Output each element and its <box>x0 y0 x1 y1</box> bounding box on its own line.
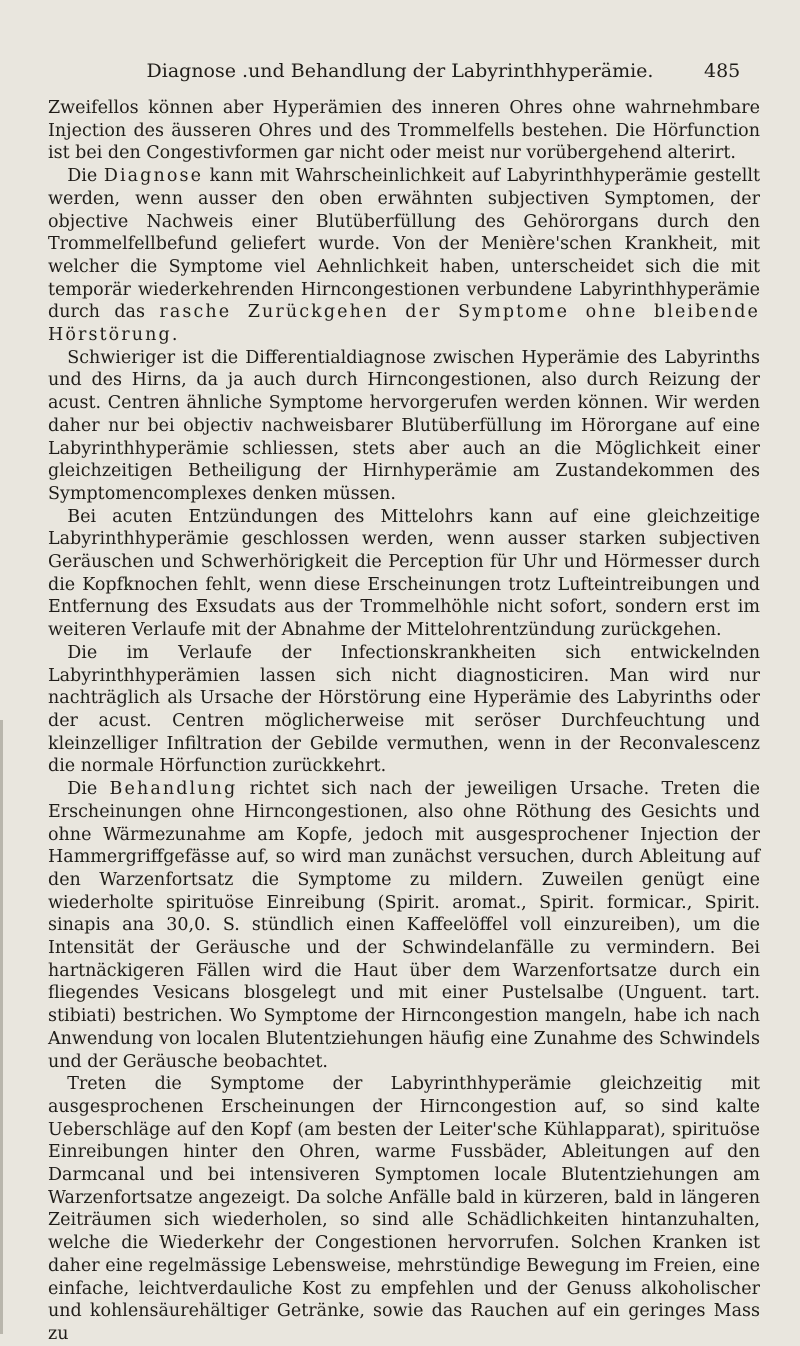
paragraph-1 <box>48 97 760 165</box>
paragraph-4 <box>48 506 760 642</box>
paragraph-7 <box>48 1073 760 1345</box>
running-head <box>0 50 800 90</box>
text-run: Die <box>67 779 110 800</box>
body-text <box>48 97 760 1346</box>
paragraph-5 <box>48 642 760 778</box>
paragraph-2-diagnose <box>48 165 760 347</box>
text-run: . <box>171 325 178 346</box>
text-run: Bei acuten Entzündungen des Mittelohrs kann auf eine gleichzeitige Labyrinthhyperämie geschlossen werden, wenn ausser starken subjectiven Geräuschen und Schwerhörigkeit die Perception für Uhr und Hörmesser durch die Kopfknochen fehlt, wenn diese Erscheinungen trotz Lufteintreibungen und Entfernung des Exsudats aus der Trommelhöhle nicht sofort, sondern erst im weiteren Verlaufe mit der Abnahme der Mittelohrentzündung zurückgehen. <box>48 506 760 641</box>
text-run: Schwieriger ist die Differentialdiagnose zwischen Hyperämie des Labyrinths und des Hirns, da ja auch durch Hirncongestionen, also durch Reizung der acust. Centren ähnliche Symptome hervorgerufen werden können. Wir werden daher nur bei objectiv nachweisbarer Blutüberfüllung im Hörorgane auf eine Labyrinthhyperämie schliessen, stets aber auch an die Möglichkeit einer gleichzeitigen Betheiligung der Hirnhyperämie am Zustandekommen des Symptomencomplexes denken müssen. <box>48 347 760 504</box>
running-title: Diagnose .und Behandlung der Labyrinthhyperämie. <box>146 60 654 82</box>
text-run: Treten die Symptome der Labyrinthhyperämie gleichzeitig mit ausgesprochenen Erscheinungen der Hirncongestion auf, so sind kalte Ueberschläge auf den Kopf (am besten der Leiter'sche Kühlapparat), spirituöse Einreibungen hinter den Ohren, warme Fussbäder, Ableitungen auf den Darmcanal und bei intensiveren Symptomen locale Blutentziehungen am Warzenfortsatze angezeigt. Da solche Anfälle bald in kürzeren, bald in längeren Zeiträumen sich wiederholen, so sind alle Schädlichkeiten hintanzuhalten, welche die Wiederkehr der Congestionen hervorrufen. Solchen Kranken ist daher eine regelmässige Lebensweise, mehrstündige Bewegung im Freien, eine einfache, leichtverdauliche Kost zu empfehlen und der Genuss alkoholischer und kohlensäurehältiger Getränke, sowie das Rauchen auf ein geringes Mass zu <box>48 1074 760 1344</box>
paragraph-3 <box>48 347 760 506</box>
page-edge-shadow <box>0 720 3 1334</box>
spaced-keyword-behandlung: Behandlung <box>109 779 238 800</box>
spaced-keyword-diagnose: Diagnose <box>103 166 204 187</box>
text-run: Die <box>67 166 104 187</box>
paragraph-6-behandlung <box>48 778 760 1073</box>
spaced-emphasis: rasche Zurückgehen der Symptome ohne bleibende Hörstörung <box>48 302 760 346</box>
text-run: richtet sich nach der jeweiligen Ursache. Treten die Erscheinungen ohne Hirncongestionen, also ohne Röthung des Gesichts und ohne Wärmezunahme am Kopfe, jedoch mit ausgesprochener Injection der Hammergriffgefässe auf, so wird man zunächst versuchen, durch Ableitung auf den Warzenfortsatz die Symptome zu mildern. Zuweilen genügt eine wiederholte spirituöse Einreibung (Spirit. aromat., Spirit. formicar., Spirit. sinapis ana 30,0. S. stündlich einen Kaffeelöffel voll einzureiben), um die Intensität der Geräusche und der Schwindelanfälle zu vermindern. Bei hartnäckigeren Fällen wird die Haut über dem Warzenfortsatze durch ein fliegendes Vesicans blosgelegt und mit einer Pustelsalbe (Unguent. tart. stibiati) bestrichen. Wo Symptome der Hirncongestion mangeln, habe ich nach Anwendung von localen Blutentziehungen häufig eine Zunahme des Schwindels und der Geräusche beobachtet. <box>48 779 761 1072</box>
text-run: kann mit Wahrscheinlichkeit auf Labyrinthhyperämie gestellt werden, wenn ausser den oben erwähnten subjectiven Symptomen, der objective Nachweis einer Blutüberfüllung des Gehörorgans durch den Trommelfellbefund geliefert wurde. Von der Menière'schen Krankheit, mit welcher die Symptome viel Aehnlichkeit haben, unterscheidet sich die mit temporär wiederkehrenden Hirncongestionen verbundene Labyrinthhyperämie durch das <box>48 166 760 323</box>
page-number: 485 <box>704 60 741 82</box>
text-run: Zweifellos können aber Hyperämien des inneren Ohres ohne wahrnehmbare Injection des äusseren Ohres und des Trommelfells bestehen. Die Hörfunction ist bei den Congestivformen gar nicht oder meist nur vorübergehend alterirt. <box>48 98 760 164</box>
text-run: Die im Verlaufe der Infectionskrankheiten sich entwickelnden Labyrinthhyperämien lassen sich nicht diagnosticiren. Man wird nur nachträglich als Ursache der Hörstörung eine Hyperämie des Labyrinths oder der acust. Centren möglicherweise mit seröser Durchfeuchtung und kleinzelliger Infiltration der Gebilde vermuthen, wenn in der Reconvalescenz die normale Hörfunction zurückkehrt. <box>48 642 760 777</box>
